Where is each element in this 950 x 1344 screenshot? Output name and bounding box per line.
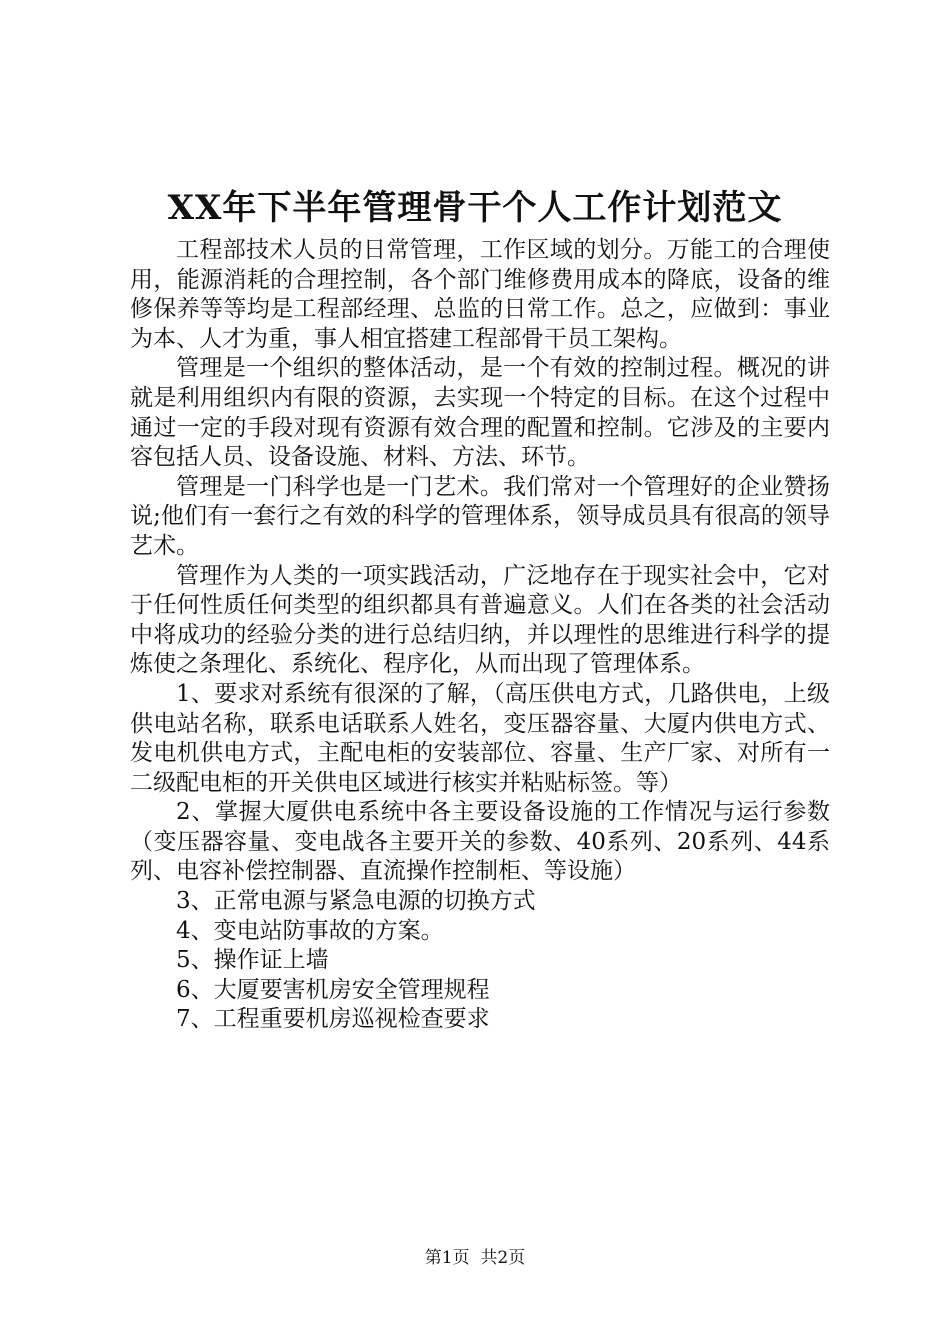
document-title: XX年下半年管理骨干个人工作计划范文 bbox=[167, 188, 783, 228]
list-item: 6、大厦要害机房安全管理规程 bbox=[176, 976, 490, 1003]
list-item: 7、工程重要机房巡视检查要求 bbox=[176, 1006, 490, 1033]
page-total: 共2页 bbox=[480, 1248, 526, 1268]
paragraph-2: 管理是一个组织的整体活动，是一个有效的控制过程。概况的讲就是利用组织内有限的资源，去实现一个特定的目标。在这个过程中通过一定的手段对现有资源有效合理的配置和控制。它涉及的主要内容包括人员、设备设施、材料、方法、环节。 bbox=[130, 355, 830, 471]
paragraph-3: 管理是一门科学也是一门艺术。我们常对一个管理好的企业赞扬说;他们有一套行之有效的科学的管理体系，领导成员具有很高的领导艺术。 bbox=[130, 473, 830, 559]
paragraph-1: 工程部技术人员的日常管理，工作区域的划分。万能工的合理使用，能源消耗的合理控制，各个部门维修费用成本的降底，设备的维修保养等等均是工程部经理、总监的日常工作。总之，应做到：事业为本、人才为重，事人相宜搭建工程部骨干员工架构。 bbox=[130, 237, 830, 352]
paragraph-item-2: 2、掌握大厦供电系统中各主要设备设施的工作情况与运行参数（变压器容量、变电战各主要开关的参数、40系列、20系列、44系列、电容补偿控制器、直流操作控制柜、等设施） bbox=[130, 799, 830, 885]
list-item: 4、变电站防事故的方案。 bbox=[176, 917, 444, 944]
list-item: 3、正常电源与紧急电源的切换方式 bbox=[176, 888, 536, 915]
document-body bbox=[130, 236, 830, 1035]
page-footer bbox=[0, 1248, 950, 1268]
list-item: 5、操作证上墙 bbox=[176, 947, 329, 974]
page-number: 第1页 bbox=[424, 1248, 470, 1268]
paragraph-item-1: 1、要求对系统有很深的了解，（高压供电方式，几路供电，上级供电站名称，联系电话联系人姓名，变压器容量、大厦内供电方式、发电机供电方式，主配电柜的安装部位、容量、生产厂家、对所有一二级配电柜的开关供电区域进行核实并粘贴标签。等） bbox=[130, 680, 830, 796]
footer-spacer bbox=[470, 1248, 481, 1268]
paragraph-4: 管理作为人类的一项实践活动，广泛地存在于现实社会中，它对于任何性质任何类型的组织都具有普遍意义。人们在各类的社会活动中将成功的经验分类的进行总结归纳，并以理性的思维进行科学的提炼使之条理化、系统化、程序化，从而出现了管理体系。 bbox=[130, 562, 830, 678]
